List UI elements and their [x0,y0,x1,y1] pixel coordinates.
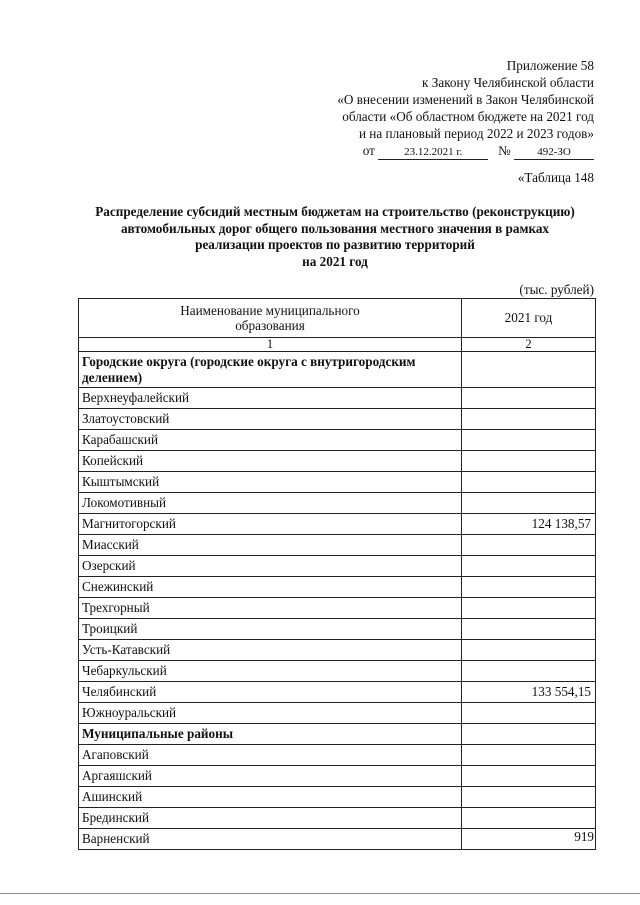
document-title [60,204,610,270]
column-number-1: 1 [79,338,462,352]
table-row [79,703,596,724]
municipality-name: Копейский [79,451,462,472]
municipality-name: Карабашский [79,430,462,451]
table-row [79,472,596,493]
table-row [79,352,596,388]
row-value: 133 554,15 [462,682,596,703]
table-row [79,409,596,430]
row-value [462,493,596,514]
table-row [79,766,596,787]
appendix-header [264,57,594,160]
municipality-name: Миасский [79,535,462,556]
row-value [462,388,596,409]
table-row [79,451,596,472]
row-value [462,451,596,472]
law-number: 492-ЗО [514,146,594,160]
header-line-budget: области «Об областном бюджете на 2021 год [342,109,594,124]
from-label: от [362,143,375,158]
law-date-number-line [264,142,594,160]
table-row [79,577,596,598]
table-row [79,430,596,451]
municipality-name: Трехгорный [79,598,462,619]
municipality-name: Снежинский [79,577,462,598]
municipality-name: Агаповский [79,745,462,766]
title-line-4: на 2021 год [302,253,368,269]
header-line-appendix: Приложение 58 [506,58,594,73]
law-date: 23.12.2021 г. [378,146,488,160]
municipality-name: Троицкий [79,619,462,640]
row-value [462,430,596,451]
table-row [79,493,596,514]
table-row [79,787,596,808]
row-value [462,661,596,682]
municipality-name: Варненский [79,829,462,850]
table-row [79,619,596,640]
table-row [79,514,596,535]
municipality-name: Магнитогорский [79,514,462,535]
row-value [462,535,596,556]
row-value [462,556,596,577]
municipality-name: Брединский [79,808,462,829]
table-row [79,808,596,829]
title-line-2: автомобильных дорог общего пользования местного значения в рамках [120,220,550,236]
row-value [462,352,596,388]
table-row [79,556,596,577]
table-row [79,745,596,766]
row-value [462,619,596,640]
table-row [79,829,596,850]
row-value [462,766,596,787]
title-line-1: Распределение субсидий местным бюджетам на строительство (реконструкцию) [95,204,575,219]
header-line-amendment: «О внесении изменений в Закон Челябинской [337,92,594,107]
page-number: 919 [574,829,594,844]
table-label: «Таблица 148 [517,170,594,185]
row-value: 124 138,57 [462,514,596,535]
municipality-name: Чебаркульский [79,661,462,682]
municipality-name: Южноуральский [79,703,462,724]
row-value [462,703,596,724]
units-label: (тыс. рублей) [519,282,594,297]
table-row [79,640,596,661]
footer-divider [0,893,640,894]
subsidy-table [78,298,596,850]
row-value [462,724,596,745]
table-row [79,598,596,619]
table-row [79,724,596,745]
column-header-municipality-text: Наименование муниципального образования [180,303,360,333]
column-header-year: 2021 год [462,299,596,338]
table-row [79,388,596,409]
table-row [79,535,596,556]
municipality-name: Аргаяшский [79,766,462,787]
municipality-name: Озерский [79,556,462,577]
table-row [79,661,596,682]
municipality-name: Локомотивный [79,493,462,514]
municipality-name: Кыштымский [79,472,462,493]
municipality-name: Златоустовский [79,409,462,430]
municipality-name: Усть-Катавский [79,640,462,661]
row-value [462,598,596,619]
section-header-municipal-districts: Муниципальные районы [79,724,462,745]
row-value [462,640,596,661]
column-header-municipality [79,299,462,338]
row-value [462,745,596,766]
title-line-3: реализации проектов по развитию территорий [195,237,475,252]
municipality-name: Ашинский [79,787,462,808]
row-value [462,808,596,829]
row-value [462,787,596,808]
row-value [462,409,596,430]
section-header-urban-districts: Городские округа (городские округа с внутригородским делением) [79,352,462,388]
municipality-name: Верхнеуфалейский [79,388,462,409]
header-line-period: и на плановый период 2022 и 2023 годов» [358,126,594,141]
table-row [79,682,596,703]
municipality-name: Челябинский [79,682,462,703]
header-line-law: к Закону Челябинской области [422,75,594,90]
column-number-2: 2 [462,338,596,352]
row-value [462,472,596,493]
row-value [462,577,596,598]
number-label: № [498,143,511,158]
